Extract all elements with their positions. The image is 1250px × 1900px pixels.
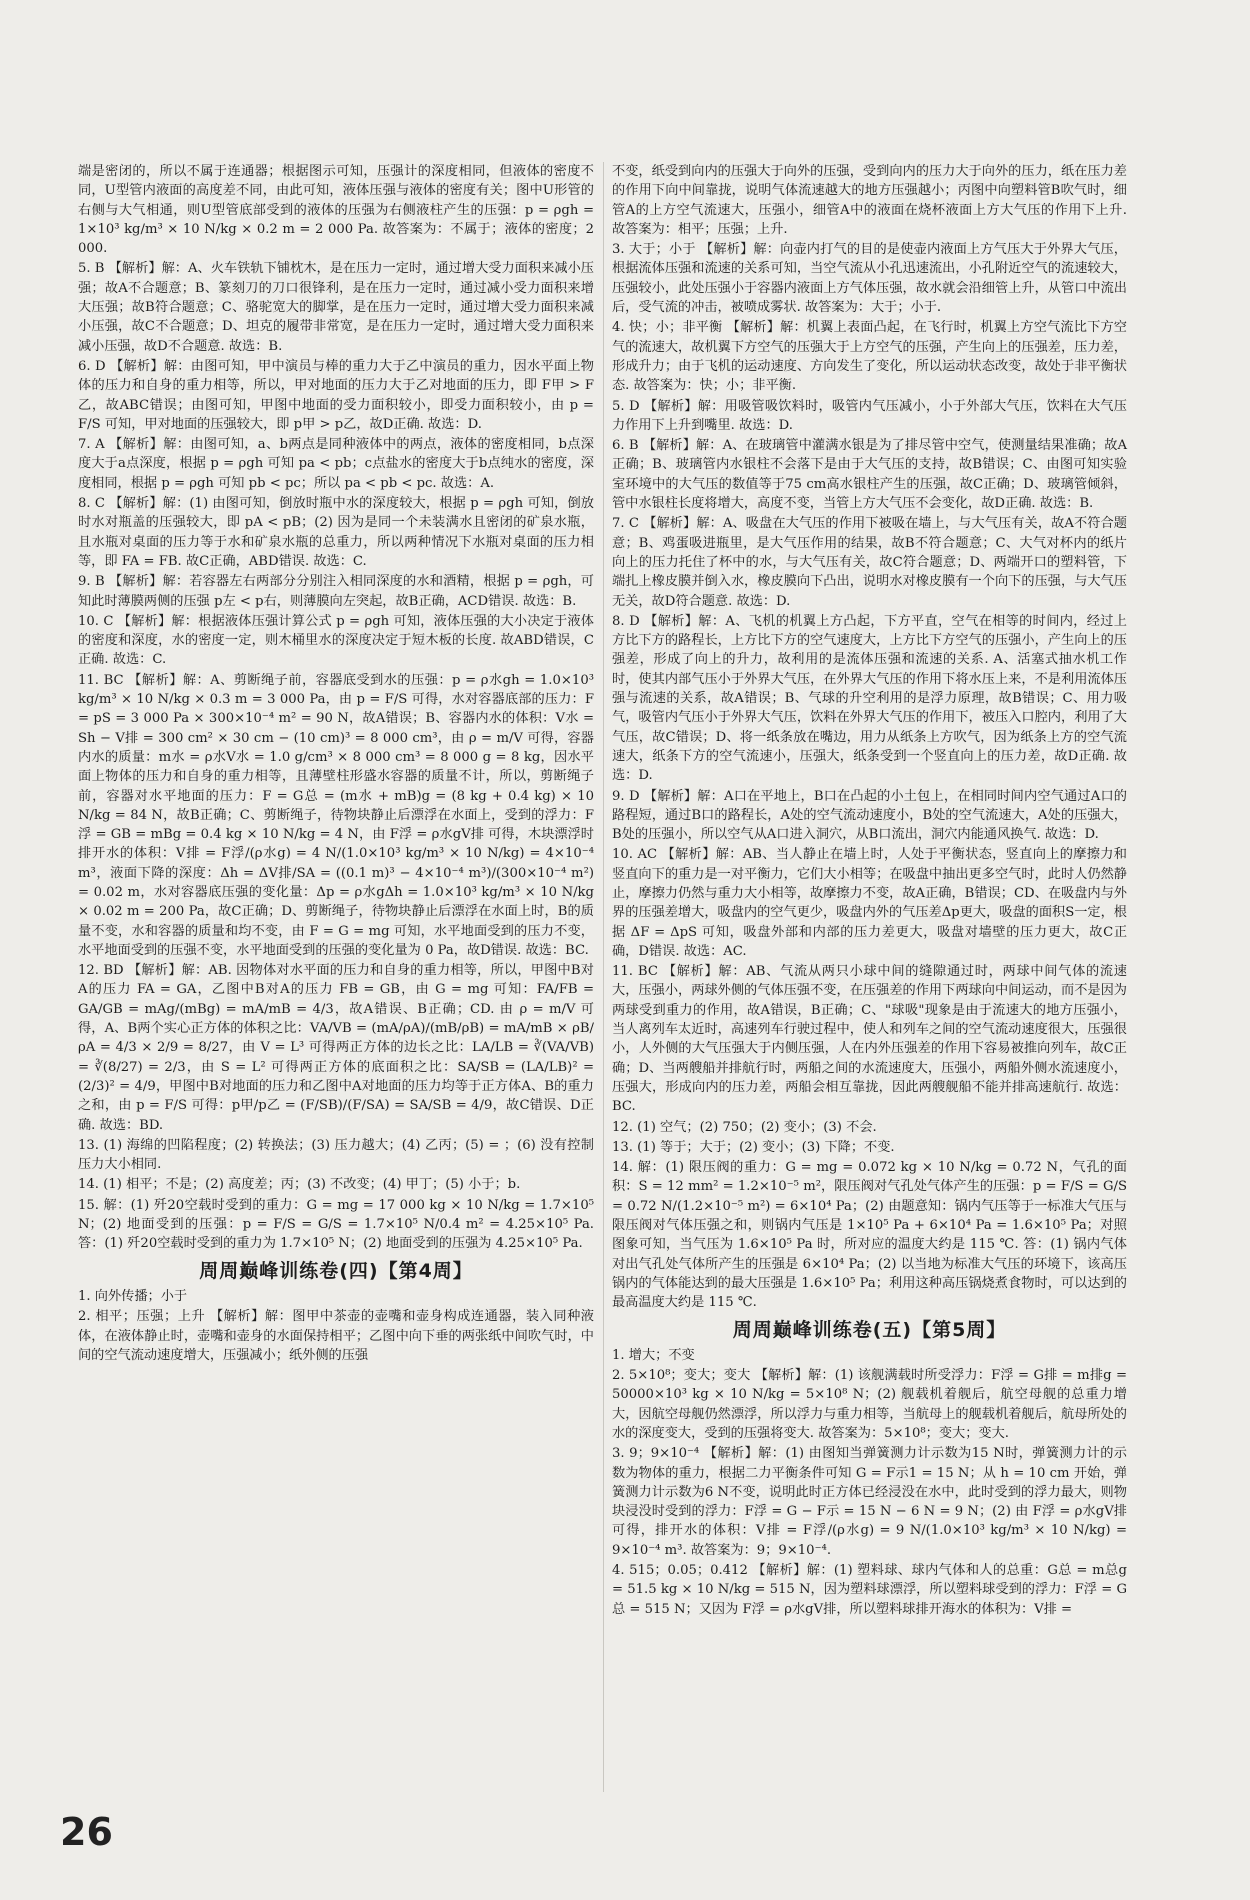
- paragraph: 13. (1) 等于；大于；(2) 变小；(3) 下降；不变.: [612, 1139, 895, 1155]
- paragraph: 1. 向外传播；小于: [78, 1288, 188, 1304]
- paragraph: 7. A 【解析】解：由图可知，a、b两点是同种液体中的两点，液体的密度相同，b点深度大于a点深度，根据 p = ρgh 可知 pa < pb；c点盐水的密度大于b点纯水的密度，深度相同，根据 p = ρgh 可知 pb < pc；所以 pa < pb < pc. 故选：A.: [78, 437, 594, 491]
- paragraph: 不变，纸受到向内的压强大于向外的压强，受到向内的压力大于向外的压力，纸在压力差的作用下向中间靠拢，说明气体流速越大的地方压强越小；丙图中向塑料管B吹气时，细管A的上方空气流速大，压强小，细管A中的液面在烧杯液面上方大气压的作用下上升. 故答案为：相平；压强；上升.: [612, 164, 1127, 237]
- paragraph: 8. C 【解析】解：(1) 由图可知，倒放时瓶中水的深度较大，根据 p = ρgh 可知，倒放时水对瓶盖的压强较大，即 pA < pB；(2) 因为是同一个未装满水且密闭的矿泉水瓶，且水瓶对桌面的压力等于水和矿泉水瓶的总重力，所以两种情况下水瓶对桌面的压力相等，即 FA = FB. 故C正确，ABD错误. 故选：C.: [78, 496, 594, 569]
- paragraph: 5. D 【解析】解：用吸管吸饮料时，吸管内气压减小，小于外部大气压，饮料在大气压力作用下上升到嘴里. 故选：D.: [612, 398, 1127, 433]
- section-heading-week-4: 周周巅峰训练卷(四)【第4周】: [199, 1259, 473, 1282]
- paragraph: 9. D 【解析】解：A口在平地上，B口在凸起的小土包上，在相同时间内空气通过A口的路程短，通过B口的路程长，A处的空气流动速度小，B处的空气流速大，A处的压强大，B处的压强小，所以空气从A口进入洞穴，从B口流出，洞穴内能通风换气. 故选：D.: [612, 788, 1127, 843]
- paragraph: 2. 相平；压强；上升 【解析】解：图甲中茶壶的壶嘴和壶身构成连通器，装入同种液体，在液体静止时，壶嘴和壶身的水面保持相平；乙图中向下垂的两张纸中间吹气时，中间的空气流动速度增大，压强减小；纸外侧的压强: [78, 1309, 594, 1363]
- paragraph: 10. AC 【解析】解：AB、当人静止在墙上时，人处于平衡状态，竖直向上的摩擦力和竖直向下的重力是一对平衡力，它们大小相等；在吸盘中抽出更多空气时，此时人仍然静止，摩擦力仍然与重力大小相等，故摩擦力不变，故A正确，B错误；CD、在吸盘内与外界的压强差增大，吸盘内的空气更少，吸盘内外的气压差Δp更大，吸盘的面积S一定，根据 ΔF = ΔpS 可知，吸盘外部和内部的压力差更大，吸盘对墙壁的压力更大，故C正确，D错误. 故选：AC.: [612, 847, 1127, 959]
- paragraph: 13. (1) 海绵的凹陷程度；(2) 转换法；(3) 压力越大；(4) 乙丙；(5) = ；(6) 没有控制压力大小相同.: [78, 1137, 594, 1173]
- paragraph: 3. 9；9×10⁻⁴ 【解析】解：(1) 由图知当弹簧测力计示数为15 N时，弹簧测力计的示数为物体的重力，根据二力平衡条件可知 G = F示1 = 15 N；从 h = 10 cm 开始，弹簧测力计示数为6 N不变，说明此时正方体已经浸没在水中，此时受到的浮力最大，则物块浸没时受到的浮力：F浮 = G − F示 = 15 N − 6 N = 9 N；(2) 由 F浮 = ρ水gV排 可得，排开水的体积：V排 = F浮/(ρ水g) = 9 N/(1.0×10³ kg/m³ × 10 N/kg) = 9×10⁻⁴ m³. 故答案为：9；9×10⁻⁴.: [612, 1446, 1127, 1558]
- page-number: 26: [60, 1810, 113, 1854]
- paragraph: 5. B 【解析】解：A、火车铁轨下铺枕木，是在压力一定时，通过增大受力面积来减小压强；故A不合题意；B、篆刻刀的刀口很锋利，是在压力一定时，通过减小受力面积来增大压强；故B符合题意；C、骆驼宽大的脚掌，是在压力一定时，通过增大受力面积来减小压强，故C不合题意；D、坦克的履带非常宽，是在压力一定时，通过增大受力面积来减小压强，故D不合题意. 故选：B.: [78, 261, 594, 354]
- column-divider: [603, 162, 604, 1792]
- paragraph: 14. (1) 相平；不是；(2) 高度差；丙；(3) 不改变；(4) 甲丁；(5) 小于；b.: [78, 1177, 521, 1193]
- left-column: [78, 162, 594, 1366]
- paragraph: 6. D 【解析】解：由图可知，甲中演员与棒的重力大于乙中演员的重力，因水平面上物体的压力和自身的重力相等，所以，甲对地面的压力大于乙对地面的压力，即 F甲 > F乙，故ABC错误；由图可知，甲图中地面的受力面积较小，即受力面积较小，由 p = F/S 可知，甲对地面的压强较大，即 p甲 > p乙，故D正确. 故选：D.: [78, 358, 594, 432]
- paragraph: 11. BC 【解析】解：A、剪断绳子前，容器底受到水的压强：p = ρ水gh = 1.0×10³ kg/m³ × 10 N/kg × 0.3 m = 3 000 Pa，由 p = F/S 可得，水对容器底部的压力：F = pS = 3 000 Pa × 300×10⁻⁴ m² = 90 N，故A错误；B、容器内水的体积：V水 = Sh − V排 = 300 cm² × 30 cm − (10 cm)³ = 8 000 cm³，由 ρ = m/V 可得，容器内水的质量：m水 = ρ水V水 = 1.0 g/cm³ × 8 000 cm³ = 8 000 g = 8 kg，因水平面上物体的压力和自身的重力相等，且薄壁柱形盛水容器的质量不计，所以，剪断绳子前，容器对水平地面的压力：F = G总 = (m水 + mB)g = (8 kg + 0.4 kg) × 10 N/kg = 84 N，故B正确；C、剪断绳子，待物块静止后漂浮在水面上，受到的浮力：F浮 = GB = mBg = 0.4 kg × 10 N/kg = 4 N，由 F浮 = ρ水gV排 可得，木块漂浮时排开水的体积：V排 = F浮/(ρ水g) = 4 N/(1.0×10³ kg/m³ × 10 N/kg) = 4×10⁻⁴ m³，液面下降的深度：Δh = ΔV排/SA = ((0.1 m)³ − 4×10⁻⁴ m³)/(300×10⁻⁴ m²) = 0.02 m，水对容器底压强的变化量：Δp = ρ水gΔh = 1.0×10³ kg/m³ × 10 N/kg × 0.02 m = 200 Pa，故C正确；D、剪断绳子，待物块静止后漂浮在水面上时，B的质量不变，水和容器的质量和均不变，由 F = G = mg 可知，水平地面受到的压力不变，水平地面受到的压强不变，水平地面受到的压强的变化量为 0 Pa，故D错误. 故选：BC.: [78, 672, 594, 958]
- paragraph: 2. 5×10⁸；变大；变大 【解析】解：(1) 该舰满载时所受浮力：F浮 = G排 = m排g = 50000×10³ kg × 10 N/kg = 5×10⁸ N；(2) 舰载机着舰后，航空母舰的总重力增大，因航空母舰仍然漂浮，所以浮力与重力相等，当航母上的舰载机着舰后，航母所处的水的深度变大，受到的压强将变大. 故答案为：5×10⁸；变大；变大.: [612, 1368, 1127, 1441]
- section-heading-week-5: 周周巅峰训练卷(五)【第5周】: [732, 1318, 1007, 1341]
- paragraph: 4. 515；0.05；0.412 【解析】解：(1) 塑料球、球内气体和人的总重：G总 = m总g = 51.5 kg × 10 N/kg = 515 N，因为塑料球漂浮，所以塑料球受到的浮力：F浮 = G总 = 515 N；又因为 F浮 = ρ水gV排，所以塑料球排开海水的体积为：V排 =: [612, 1563, 1127, 1617]
- paragraph: 8. D 【解析】解：A、飞机的机翼上方凸起，下方平直，空气在相等的时间内，经过上方比下方的路程长，上方比下方的空气速度大，上方比下方空气的压强小，产生向上的压强差，形成了向上的升力，故利用的是流体压强和流速的关系. A、活塞式抽水机工作时，使其内部气压小于外界大气压，在外界大气压的作用下将水压上来，不是利用流体压强与流速的关系，故A错误；B、气球的升空利用的是浮力原理，故B错误；C、用力吸气，吸管内气压小于外界大气压，饮料在外界大气压的作用下，被压入口腔内，利用了大气压，故C错误；D、将一纸条放在嘴边，用力从纸条上方吹气，因为纸条上方的空气流速大，纸条下方的空气流速小，压强大，纸条受到一个竖直向上的压力差，故D正确. 故选：D.: [612, 613, 1127, 784]
- right-column: [612, 162, 1127, 1620]
- paragraph: 3. 大于；小于 【解析】解：向壶内打气的目的是使壶内液面上方气压大于外界大气压，根据流体压强和流速的关系可知，当空气流从小孔迅速流出，小孔附近空气的流速较大，压强较小，此处压强小于容器内液面上方气体压强，故水就会沿细管上升，从管口中流出后，受气流的冲击，被喷成雾状. 故答案为：大于；小于.: [612, 242, 1127, 316]
- paragraph: 12. BD 【解析】解：AB. 因物体对水平面的压力和自身的重力相等，所以，甲图中B对A的压力 FA = GA，乙图中B对A的压力 FB = GB，由 G = mg 可知：FA/FB = GA/GB = mAg/(mBg) = mA/mB = 4/3，故A错误、B正确；CD. 由 ρ = m/V 可得，A、B两个实心正方体的体积之比：VA/VB = (mA/ρA)/(mB/ρB) = mA/mB × ρB/ρA = 4/3 × 2/9 = 8/27，由 V = L³ 可得两正方体的边长之比：LA/LB = ∛(VA/VB) = ∛(8/27) = 2/3，由 S = L² 可得两正方体的底面积之比：SA/SB = (LA/LB)² = (2/3)² = 4/9，甲图中B对地面的压力和乙图中A对地面的压力均等于正方体A、B的重力之和，由 p = F/S 可得：p甲/p乙 = (F/SB)/(F/SA) = SA/SB = 4/9，故C错误、D正确. 故选：BD.: [78, 963, 594, 1133]
- paragraph: 9. B 【解析】解：若容器左右两部分分别注入相同深度的水和酒精，根据 p = ρgh，可知此时薄膜两侧的压强 p左 < p右，则薄膜向左突起，故B正确，ACD错误. 故选：B.: [78, 574, 594, 609]
- paragraph: 4. 快；小；非平衡 【解析】解：机翼上表面凸起，在飞行时，机翼上方空气流比下方空气的流速大，故机翼下方空气的压强大于上方空气的压强，产生向上的压强差，压力差，形成升力；由于飞机的运动速度、方向发生了变化，所以运动状态改变，故处于非平衡状态. 故答案为：快；小；非平衡.: [612, 320, 1127, 394]
- paragraph: 端是密闭的，所以不属于连通器；根据图示可知，压强计的深度相同，但液体的密度不同，U型管内液面的高度差不同，由此可知，液体压强与液体的密度有关；图中U形管的右侧与大气相通，则U型管底部受到的液体的压强为右侧液柱产生的压强：p = ρgh = 1×10³ kg/m³ × 10 N/kg × 0.2 m = 2 000 Pa. 故答案为：不属于；液体的密度；2 000.: [78, 164, 594, 257]
- paragraph: 11. BC 【解析】解：AB、气流从两只小球中间的缝隙通过时，两球中间气体的流速大，压强小，两球外侧的气体压强不变，在压强差的作用下两球向中间运动，而不是因为两球受到重力的作用，故A错误，B正确；C、"球吸"现象是由于流速大的地方压强小，当人离列车太近时，高速列车行驶过程中，使人和列车之间的空气流动速度很大，压强很小，人外侧的大气压强大于内侧压强，人在内外压强差的作用下容易被推向列车，故C正确；D、当两艘船并排航行时，两船之间的水流速度大，压强小，两船外侧水流速度小，压强大，形成向内的压力差，两船会相互靠拢，因此两艘舰船不能并排高速航行. 故选：BC.: [612, 964, 1127, 1115]
- paragraph: 1. 增大；不变: [612, 1347, 695, 1363]
- paragraph: 7. C 【解析】解：A、吸盘在大气压的作用下被吸在墙上，与大气压有关，故A不符合题意；B、鸡蛋吸进瓶里，是大气压作用的结果，故B不符合题意；C、大气对杯内的纸片向上的压力托住了杯中的水，与大气压有关，故C符合题意；D、两端开口的塑料管，下端扎上橡皮膜并倒入水，橡皮膜向下凸出，说明水对橡皮膜有一个向下的压强，与大气压无关，故D符合题意. 故选：D.: [612, 516, 1127, 609]
- paragraph: 12. (1) 空气；(2) 750；(2) 变小；(3) 不会.: [612, 1119, 877, 1135]
- paragraph: 15. 解：(1) 歼20空载时受到的重力：G = mg = 17 000 kg × 10 N/kg = 1.7×10⁵ N；(2) 地面受到的压强：p = F/S = G/S = 1.7×10⁵ N/0.4 m² = 4.25×10⁵ Pa. 答：(1) 歼20空载时受到的重力为 1.7×10⁵ N；(2) 地面受到的压强为 4.25×10⁵ Pa.: [78, 1197, 594, 1252]
- paragraph: 14. 解：(1) 限压阀的重力：G = mg = 0.072 kg × 10 N/kg = 0.72 N，气孔的面积：S = 12 mm² = 1.2×10⁻⁵ m²，限压阀对气孔处气体产生的压强：p = F/S = G/S = 0.72 N/(1.2×10⁻⁵ m²) = 6×10⁴ Pa；(2) 由题意知：锅内气压等于一标准大气压与限压阀对气体压强之和，则锅内气压是 1×10⁵ Pa + 6×10⁴ Pa = 1.6×10⁵ Pa；对照图象可知，当气压为 1.6×10⁵ Pa 时，所对应的温度大约是 115 ℃. 答：(1) 锅内气体对出气孔处气体所产生的压强是 6×10⁴ Pa；(2) 以当地为标准大气压的环境下，该高压锅内的气体能达到的最大压强是 1.6×10⁵ Pa；利用这种高压锅烧煮食物时，可以达到的最高温度大约是 115 ℃.: [612, 1160, 1127, 1311]
- paragraph: 10. C 【解析】解：根据液体压强计算公式 p = ρgh 可知，液体压强的大小决定于液体的密度和深度，水的密度一定，则木桶里水的深度决定于短木板的长度. 故ABD错误，C正确. 故选：C.: [78, 613, 594, 668]
- paragraph: 6. B 【解析】解：A、在玻璃管中灌满水银是为了排尽管中空气，使测量结果准确；故A正确；B、玻璃管内水银柱不会落下是由于大气压的支持，故B错误；C、由图可知实验室环境中的大气压的数值等于75 cm高水银柱产生的压强，故C正确；D、玻璃管倾斜，管中水银柱长度将增大，高度不变，当管上方大气压不会变化，故D正确. 故选：B.: [612, 438, 1127, 512]
